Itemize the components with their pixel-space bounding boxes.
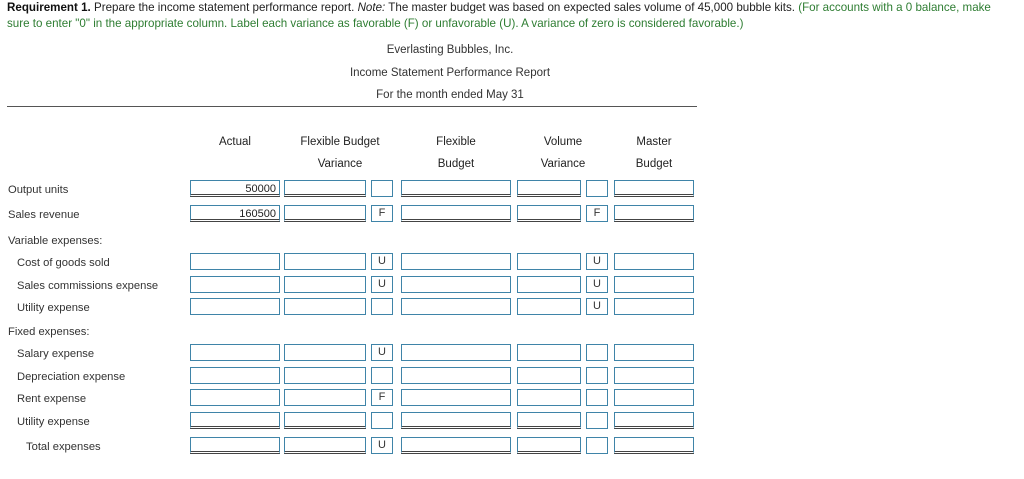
flexible-budget-input[interactable] — [401, 367, 511, 384]
row-label: Cost of goods sold — [17, 257, 110, 269]
col-fbv-line2: Variance — [317, 158, 363, 170]
vv-flag-input[interactable] — [586, 180, 608, 197]
flexible-budget-input[interactable] — [401, 253, 511, 270]
master-budget-input[interactable] — [614, 412, 694, 429]
instruction-text-2: The master budget was based on expected sales volume of 45,000 bubble kits. — [385, 1, 799, 14]
row-label: Output units — [8, 184, 69, 196]
row-label: Total expenses — [26, 441, 101, 453]
vv-flag-input[interactable] — [586, 344, 608, 361]
fbv-input[interactable] — [284, 180, 366, 197]
col-fb-line1: Flexible — [436, 136, 476, 148]
master-budget-input[interactable] — [614, 389, 694, 406]
flexible-budget-input[interactable] — [401, 412, 511, 429]
vv-input[interactable] — [517, 298, 581, 315]
instructions — [7, 0, 1012, 32]
row-label: Depreciation expense — [17, 371, 126, 383]
fbv-flag-input[interactable]: U — [371, 253, 393, 270]
vv-input[interactable] — [517, 412, 581, 429]
vv-flag-input[interactable] — [586, 389, 608, 406]
vv-input[interactable] — [517, 389, 581, 406]
fbv-input[interactable] — [284, 344, 366, 361]
row-label: Sales revenue — [8, 209, 80, 221]
vv-flag-input[interactable]: F — [586, 205, 608, 222]
col-fbv-line1: Flexible Budget — [300, 136, 380, 148]
report-title: Income Statement Performance Report — [349, 67, 551, 79]
vv-input[interactable] — [517, 276, 581, 293]
vv-input[interactable] — [517, 367, 581, 384]
fbv-flag-input[interactable] — [371, 412, 393, 429]
row-label: Salary expense — [17, 348, 95, 360]
col-fb-line2: Budget — [437, 158, 475, 170]
header-rule — [7, 106, 697, 107]
vv-input[interactable] — [517, 437, 581, 454]
master-budget-input[interactable] — [614, 253, 694, 270]
master-budget-input[interactable] — [614, 180, 694, 197]
fbv-input[interactable] — [284, 367, 366, 384]
flexible-budget-input[interactable] — [401, 205, 511, 222]
fbv-input[interactable] — [284, 389, 366, 406]
flexible-budget-input[interactable] — [401, 276, 511, 293]
fbv-input[interactable] — [284, 437, 366, 454]
vv-flag-input[interactable] — [586, 437, 608, 454]
vv-input[interactable] — [517, 205, 581, 222]
vv-flag-input[interactable]: U — [586, 276, 608, 293]
fbv-input[interactable] — [284, 253, 366, 270]
fbv-flag-input[interactable]: U — [371, 344, 393, 361]
company-name: Everlasting Bubbles, Inc. — [386, 44, 514, 56]
flexible-budget-input[interactable] — [401, 389, 511, 406]
actual-input[interactable] — [190, 367, 280, 384]
row-label: Rent expense — [17, 393, 87, 405]
fbv-flag-input[interactable] — [371, 298, 393, 315]
row-label: Sales commissions expense — [17, 280, 159, 292]
flexible-budget-input[interactable] — [401, 180, 511, 197]
actual-input[interactable]: 50000 — [190, 180, 280, 197]
vv-input[interactable] — [517, 253, 581, 270]
master-budget-input[interactable] — [614, 205, 694, 222]
master-budget-input[interactable] — [614, 437, 694, 454]
fbv-input[interactable] — [284, 205, 366, 222]
col-mb-line1: Master — [636, 136, 672, 148]
fbv-flag-input[interactable]: F — [371, 389, 393, 406]
row-label: Utility expense — [17, 416, 90, 428]
col-actual: Actual — [219, 136, 251, 148]
vv-flag-input[interactable]: U — [586, 298, 608, 315]
requirement-label: Requirement 1. — [7, 1, 91, 14]
actual-input[interactable]: 160500 — [190, 205, 280, 222]
fbv-flag-input[interactable] — [371, 180, 393, 197]
actual-input[interactable] — [190, 437, 280, 454]
instruction-hint: (For accounts with a 0 balance, make sure to enter "0" in the appropriate column. Label each variance as favorable (F) or unfavorable (U). A variance of zero is considered favorable.) — [7, 1, 991, 30]
flexible-budget-input[interactable] — [401, 437, 511, 454]
fbv-flag-input[interactable]: U — [371, 276, 393, 293]
col-vv-line2: Variance — [540, 158, 586, 170]
fbv-flag-input[interactable] — [371, 367, 393, 384]
report-period: For the month ended May 31 — [376, 89, 524, 101]
flexible-budget-input[interactable] — [401, 344, 511, 361]
actual-input[interactable] — [190, 298, 280, 315]
fbv-input[interactable] — [284, 412, 366, 429]
vv-flag-input[interactable] — [586, 367, 608, 384]
fbv-flag-input[interactable]: U — [371, 437, 393, 454]
col-vv-line1: Volume — [543, 136, 583, 148]
instruction-text: Prepare the income statement performance report. — [90, 1, 358, 14]
row-label: Variable expenses: — [8, 235, 103, 247]
fbv-input[interactable] — [284, 276, 366, 293]
master-budget-input[interactable] — [614, 367, 694, 384]
vv-input[interactable] — [517, 344, 581, 361]
fbv-input[interactable] — [284, 298, 366, 315]
flexible-budget-input[interactable] — [401, 298, 511, 315]
vv-input[interactable] — [517, 180, 581, 197]
master-budget-input[interactable] — [614, 276, 694, 293]
row-label: Fixed expenses: — [8, 326, 90, 338]
vv-flag-input[interactable]: U — [586, 253, 608, 270]
actual-input[interactable] — [190, 253, 280, 270]
actual-input[interactable] — [190, 344, 280, 361]
col-mb-line2: Budget — [635, 158, 673, 170]
row-label: Utility expense — [17, 302, 90, 314]
actual-input[interactable] — [190, 389, 280, 406]
vv-flag-input[interactable] — [586, 412, 608, 429]
note-label: Note: — [357, 1, 386, 14]
actual-input[interactable] — [190, 412, 280, 429]
master-budget-input[interactable] — [614, 344, 694, 361]
fbv-flag-input[interactable]: F — [371, 205, 393, 222]
actual-input[interactable] — [190, 276, 280, 293]
master-budget-input[interactable] — [614, 298, 694, 315]
